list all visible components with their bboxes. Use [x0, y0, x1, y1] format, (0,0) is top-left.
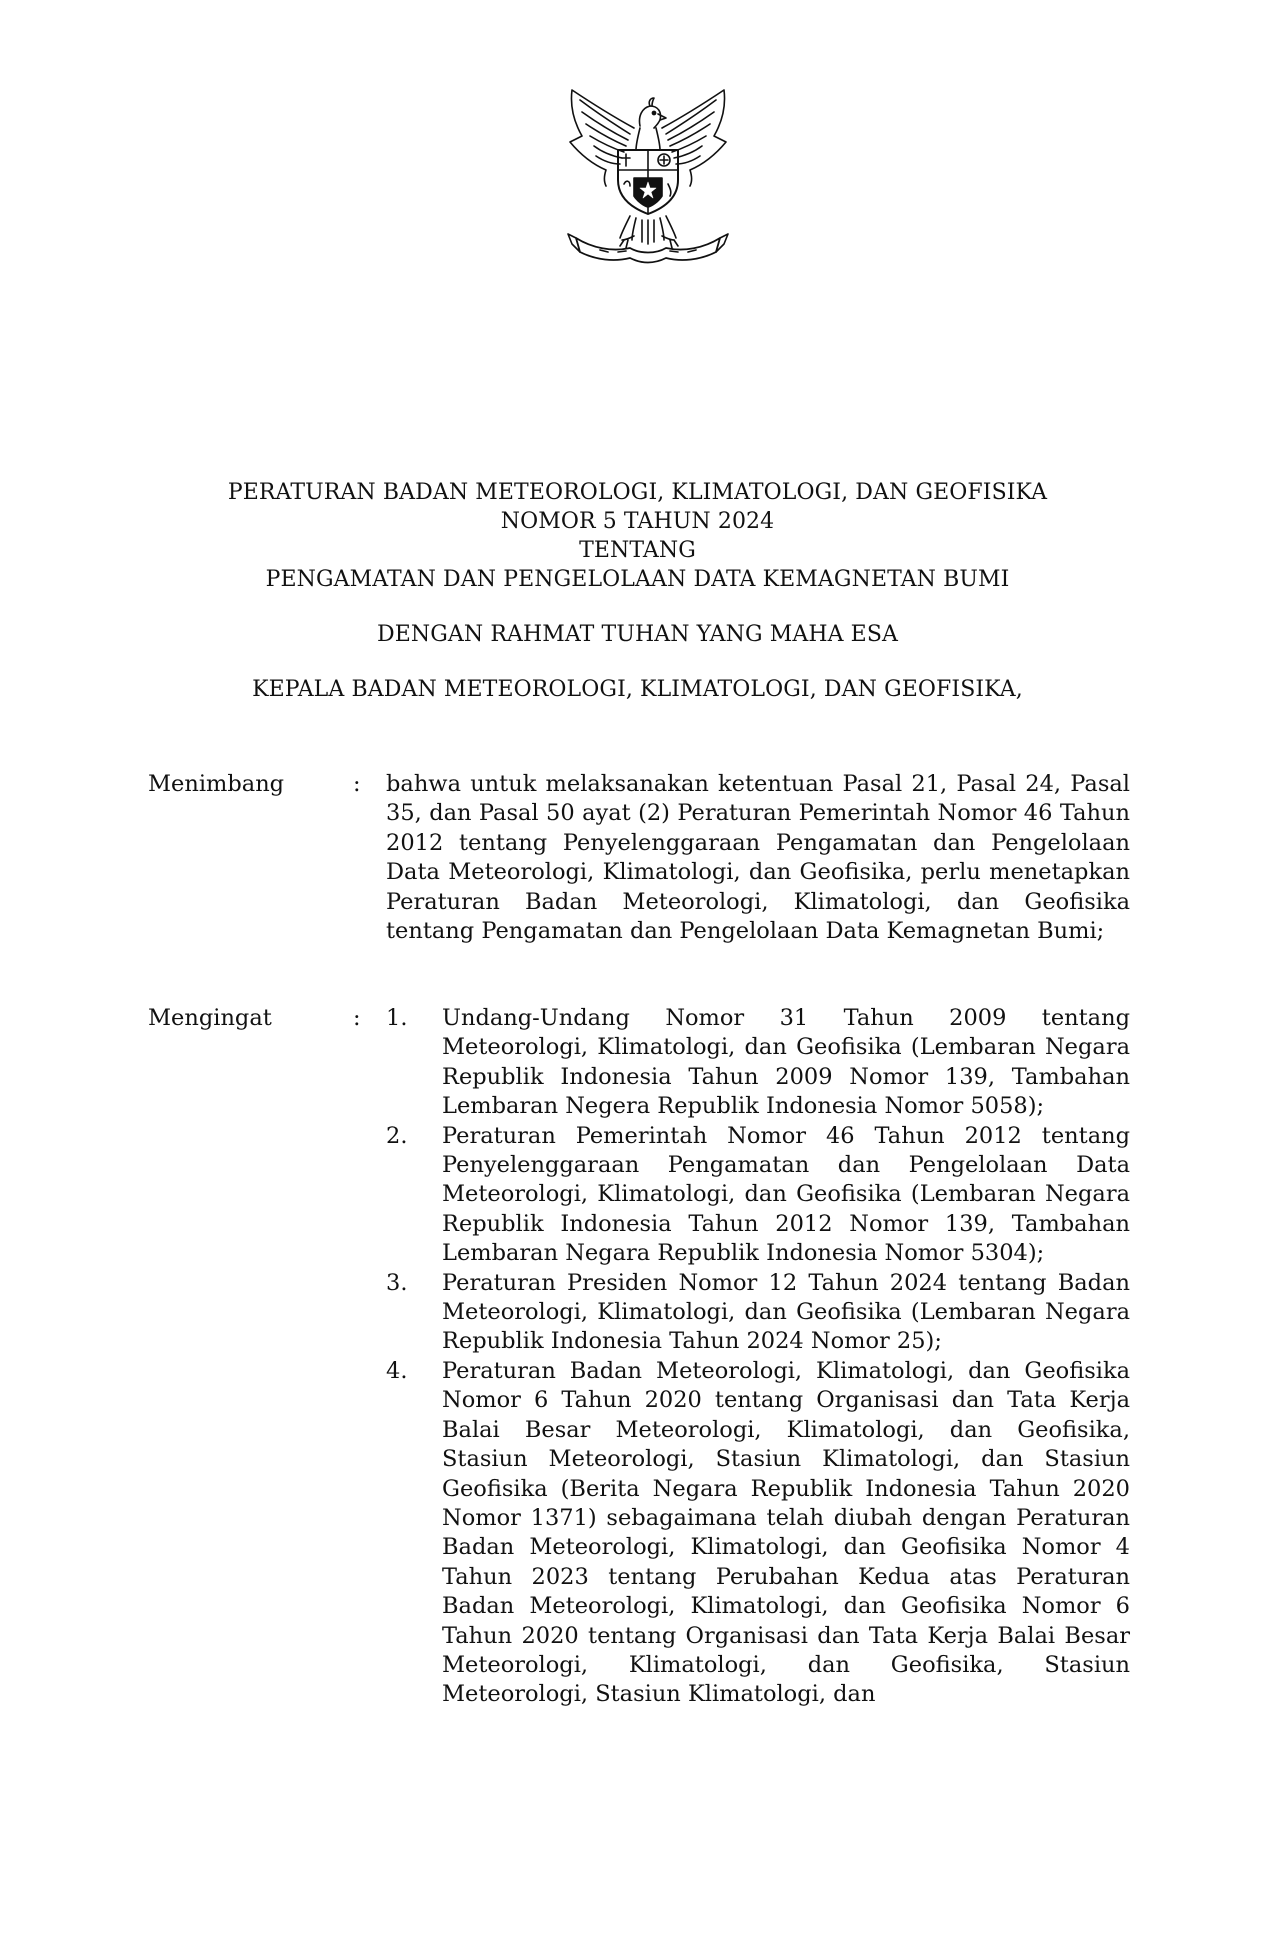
mengingat-list [386, 1004, 1130, 1710]
title-line-number: NOMOR 5 TAHUN 2024 [500, 509, 775, 534]
menimbang-text: bahwa untuk melaksanakan ketentuan Pasal 21, Pasal 24, Pasal 35, dan Pasal 50 ayat (2) Peraturan Pemerintah Nomor 46 Tahun 2012 tentang Penyelenggaraan Pengamatan dan Pengelolaan Data Meteorologi, Klimatologi, dan Geofisika, perlu menetapkan Peraturan Badan Meteorologi, Klimatologi, dan Geofisika tentang Pengamatan dan Pengelolaan Data Kemagnetan Bumi; [386, 771, 1130, 945]
mengingat-item-1 [386, 1004, 1130, 1122]
list-item-number: 2. [386, 1122, 408, 1149]
menimbang-label: Menimbang [148, 771, 285, 797]
mengingat-item-3 [386, 1269, 1130, 1357]
list-item-number: 1. [386, 1005, 408, 1031]
menimbang-colon: : [353, 771, 361, 797]
list-item-number: 4. [386, 1357, 408, 1384]
list-item-number: 3. [386, 1269, 408, 1296]
mengingat-item-4 [386, 1357, 1130, 1710]
mengingat-item-2 [386, 1122, 1130, 1269]
list-item-text: Undang-Undang Nomor 31 Tahun 2009 tentang Meteorologi, Klimatologi, dan Geofisika (Lembaran Negara Republik Indonesia Tahun 2009 Nomor 139, Tambahan Lembaran Negera Republik Indonesia Nomor 5058); [442, 1005, 1130, 1120]
mengingat-label: Mengingat [148, 1005, 272, 1031]
list-item-text: Peraturan Badan Meteorologi, Klimatologi, dan Geofisika Nomor 6 Tahun 2020 tentang Organisasi dan Tata Kerja Balai Besar Meteorologi, Klimatologi, dan Geofisika, Stasiun Meteorologi, Stasiun Klimatologi, dan Stasiun Geofisika (Berita Negara Republik Indonesia Tahun 2020 Nomor 1371) sebagaimana telah diubah dengan Peraturan Badan Meteorologi, Klimatologi, dan Geofisika Nomor 4 Tahun 2023 tentang Perubahan Kedua atas Peraturan Badan Meteorologi, Klimatologi, dan Geofisika Nomor 6 Tahun 2020 tentang Organisasi dan Tata Kerja Balai Besar Meteorologi, Klimatologi, dan Geofisika, Stasiun Meteorologi, Stasiun Klimatologi, dan [442, 1357, 1130, 1708]
mengingat-colon: : [353, 1005, 361, 1031]
garuda-emblem-icon [560, 88, 736, 266]
title-line-regulation: PERATURAN BADAN METEOROLOGI, KLIMATOLOGI, DAN GEOFISIKA [227, 480, 1048, 505]
title-line-subject: PENGAMATAN DAN PENGELOLAAN DATA KEMAGNETAN BUMI [265, 567, 1010, 592]
invocation-line: DENGAN RAHMAT TUHAN YANG MAHA ESA [376, 622, 899, 647]
list-item-text: Peraturan Pemerintah Nomor 46 Tahun 2012 tentang Penyelenggaraan Pengamatan dan Pengelolaan Data Meteorologi, Klimatologi, dan Geofisika (Lembaran Negara Republik Indonesia Tahun 2012 Nomor 139, Tambahan Lembaran Negara Republik Indonesia Nomor 5304); [442, 1122, 1130, 1267]
title-line-about: TENTANG [579, 538, 696, 563]
list-item-text: Peraturan Presiden Nomor 12 Tahun 2024 tentang Badan Meteorologi, Klimatologi, dan Geofisika (Lembaran Negara Republik Indonesia Tahun 2024 Nomor 25); [442, 1269, 1130, 1355]
title-block [0, 478, 1275, 704]
authority-line: KEPALA BADAN METEOROLOGI, KLIMATOLOGI, DAN GEOFISIKA, [252, 677, 1023, 702]
